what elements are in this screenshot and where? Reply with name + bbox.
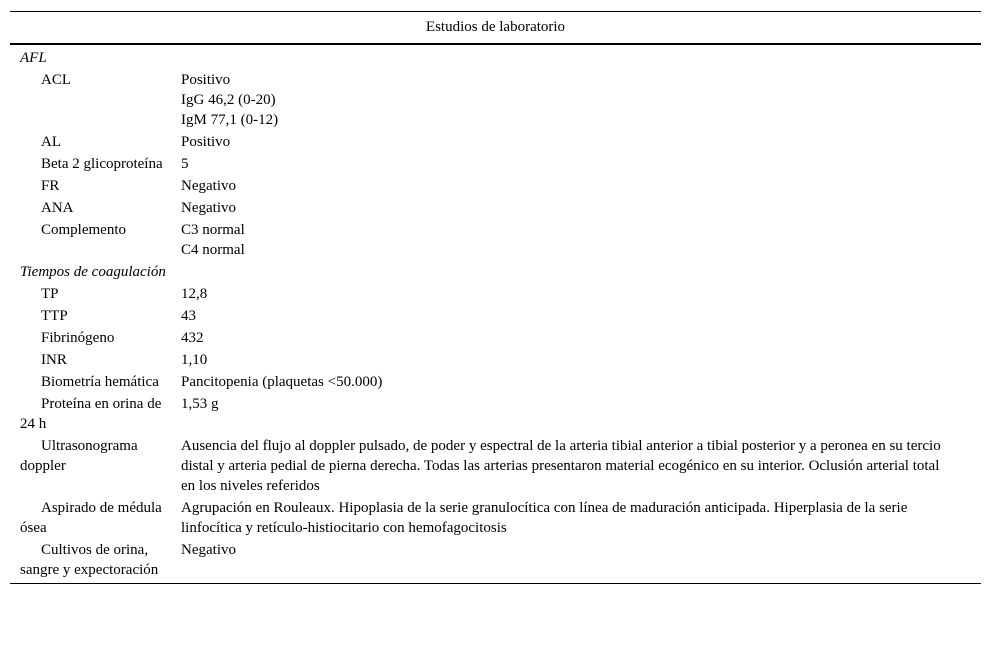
row-value	[171, 154, 941, 174]
row-label: TP	[41, 286, 59, 302]
row-value	[171, 198, 941, 218]
table-row	[10, 69, 981, 131]
row-value	[171, 350, 941, 370]
value-line: Pancitopenia (plaquetas <50.000)	[181, 374, 383, 390]
row-label: Complemento	[41, 222, 126, 238]
value-line: 12,8	[181, 286, 208, 302]
table-row	[10, 371, 981, 393]
table-row	[10, 197, 981, 219]
row-label: Biometría hemática	[41, 374, 159, 390]
row-label: FR	[41, 178, 60, 194]
table-row	[10, 435, 981, 497]
row-value	[171, 132, 941, 152]
row-value	[171, 220, 941, 260]
value-line: Positivo	[181, 72, 231, 88]
row-value	[171, 176, 941, 196]
table-row	[10, 153, 981, 175]
row-label: AL	[41, 134, 61, 150]
table-row	[10, 219, 981, 261]
row-label: ACL	[41, 72, 71, 88]
value-line: 5	[181, 156, 189, 172]
value-line: 1,10	[181, 352, 208, 368]
value-line: Ausencia del flujo al doppler pulsado, de poder y espectral de la arteria tibial anterior a tibial posterior y a peronea en su tercio distal y arteria pedial de pierna derecha. Todas las arterias presentaron material ecogénico en su interior. Oclusión arterial total en los niveles referidos	[181, 438, 941, 494]
row-label: ANA	[41, 200, 74, 216]
row-label: Aspirado de médula ósea	[20, 500, 162, 536]
table-row	[10, 175, 981, 197]
value-line: Positivo	[181, 134, 231, 150]
row-label: Cultivos de orina, sangre y expectoración	[20, 542, 159, 578]
row-value	[171, 498, 941, 538]
table-body	[10, 45, 981, 583]
value-line: Agrupación en Rouleaux. Hipoplasia de la serie granulocítica con línea de maduración anticipada. Hiperplasia de la serie linfocítica y retículo-histiocitario con hemofagocitosis	[181, 500, 908, 536]
table-row	[10, 131, 981, 153]
value-line: 43	[181, 308, 196, 324]
value-line: Negativo	[181, 542, 236, 558]
table-header: Estudios de laboratorio	[425, 19, 566, 35]
value-line: Negativo	[181, 200, 236, 216]
row-value	[171, 70, 941, 130]
table-row	[10, 283, 981, 305]
row-value	[171, 284, 941, 304]
table-row	[10, 349, 981, 371]
value-line: 1,53 g	[181, 396, 219, 412]
table-row	[10, 497, 981, 539]
value-line: C4 normal	[181, 242, 245, 258]
row-label: INR	[41, 352, 67, 368]
table-row	[10, 539, 981, 581]
row-value	[171, 306, 941, 326]
row-label: Beta 2 glicoproteína	[41, 156, 163, 172]
table-bottom-rule	[10, 583, 981, 584]
value-line: IgG 46,2 (0-20)	[181, 92, 276, 108]
row-label: Fibrinógeno	[41, 330, 115, 346]
value-line: Negativo	[181, 178, 236, 194]
value-line: IgM 77,1 (0-12)	[181, 112, 279, 128]
row-value	[171, 436, 941, 496]
row-value	[171, 328, 941, 348]
section-title-coagulation: Tiempos de coagulación	[20, 264, 166, 280]
row-label: Ultrasonograma doppler	[20, 438, 138, 474]
row-value	[171, 394, 941, 434]
lab-studies-table	[10, 11, 981, 584]
table-row	[10, 305, 981, 327]
value-line: C3 normal	[181, 222, 245, 238]
table-row	[10, 393, 981, 435]
row-value	[171, 540, 941, 580]
table-row	[10, 327, 981, 349]
row-value	[171, 372, 941, 392]
value-line: 432	[181, 330, 204, 346]
row-label: TTP	[41, 308, 68, 324]
row-label: Proteína en orina de 24 h	[20, 396, 162, 432]
section-title-afl: AFL	[20, 50, 47, 66]
